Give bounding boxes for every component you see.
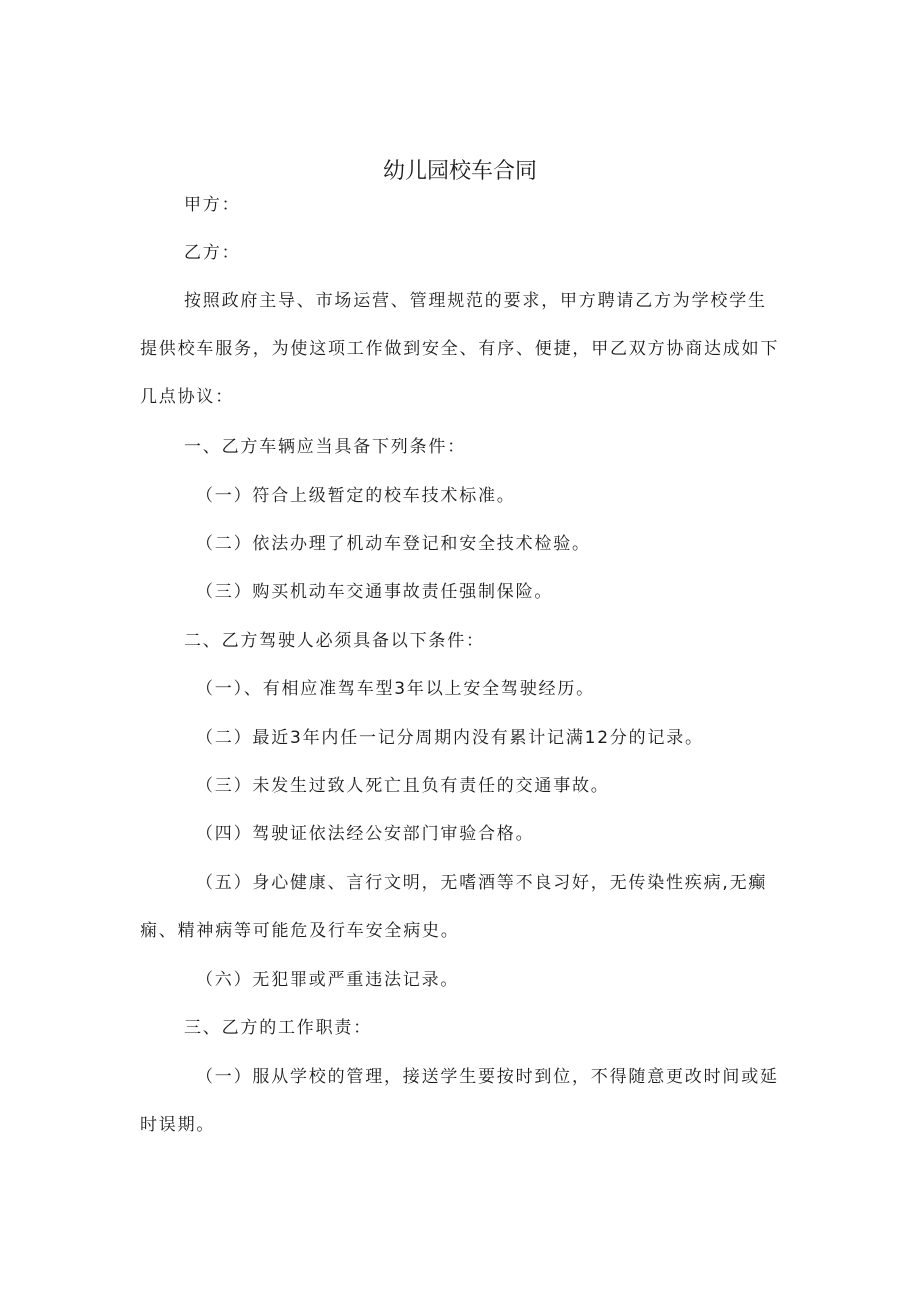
section-1-heading: 一、乙方车辆应当具备下列条件： — [184, 437, 466, 457]
party-a-line: 甲方： — [184, 195, 241, 215]
section-1-item: （一）符合上级暂定的校车技术标准。 — [196, 486, 516, 506]
party-b-line: 乙方： — [184, 243, 241, 263]
section-1-item: （三）购买机动车交通事故责任强制保险。 — [196, 582, 554, 602]
section-1-item: （二）依法办理了机动车登记和安全技术检验。 — [196, 534, 591, 554]
section-2-item: （二）最近3年内任一记分周期内没有累计记满12分的记录。 — [196, 728, 704, 748]
section-3-heading: 三、乙方的工作职责： — [184, 1018, 372, 1038]
document-title: 幼儿园校车合同 — [382, 158, 537, 184]
section-3-item: （一）服从学校的管理，接送学生要按时到位，不得随意更改时间或延时误期。 — [140, 1067, 779, 1135]
section-2-item: （五）身心健康、言行文明，无嗜酒等不良习好，无传染性疾病,无癫痫、精神病等可能危及行车安全病史。 — [140, 873, 768, 941]
section-2-item: （四）驾驶证依法经公安部门审验合格。 — [196, 824, 535, 844]
section-2-item: （三）未发生过致人死亡且负有责任的交通事故。 — [196, 776, 610, 796]
intro-paragraph: 按照政府主导、市场运营、管理规范的要求，甲方聘请乙方为学校学生提供校车服务，为使这项工作做到安全、有序、便捷，甲乙双方协商达成如下几点协议： — [140, 291, 780, 407]
section-2-item: （一）、有相应准驾车型3年以上安全驾驶经历。 — [196, 679, 595, 699]
section-2-heading: 二、乙方驾驶人必须具备以下条件： — [184, 631, 485, 651]
section-2-item: （六）无犯罪或严重违法记录。 — [196, 970, 460, 990]
